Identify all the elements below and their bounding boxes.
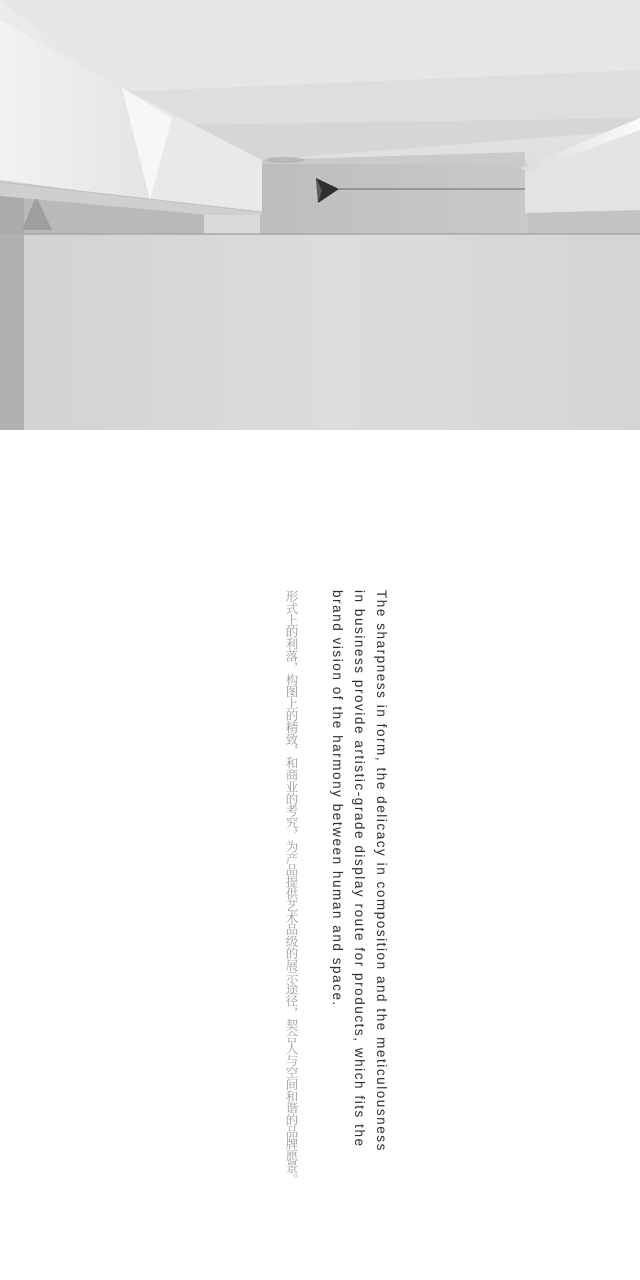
chinese-text: 形式上的利落，构图上的精致，和商业的考究，为产品提供艺术品级的展示途径，契合人与空间和谐的品牌愿景。: [284, 590, 298, 1186]
english-text-line-1: The sharpness in form, the delicacy in composition and the meticulousness: [374, 590, 389, 1152]
english-text-line-2: in business provide artistic-grade display route for products, which fits the: [352, 590, 367, 1148]
english-text-line-3: brand vision of the harmony between human and space.: [330, 590, 345, 1007]
interior-photo: [0, 0, 640, 430]
